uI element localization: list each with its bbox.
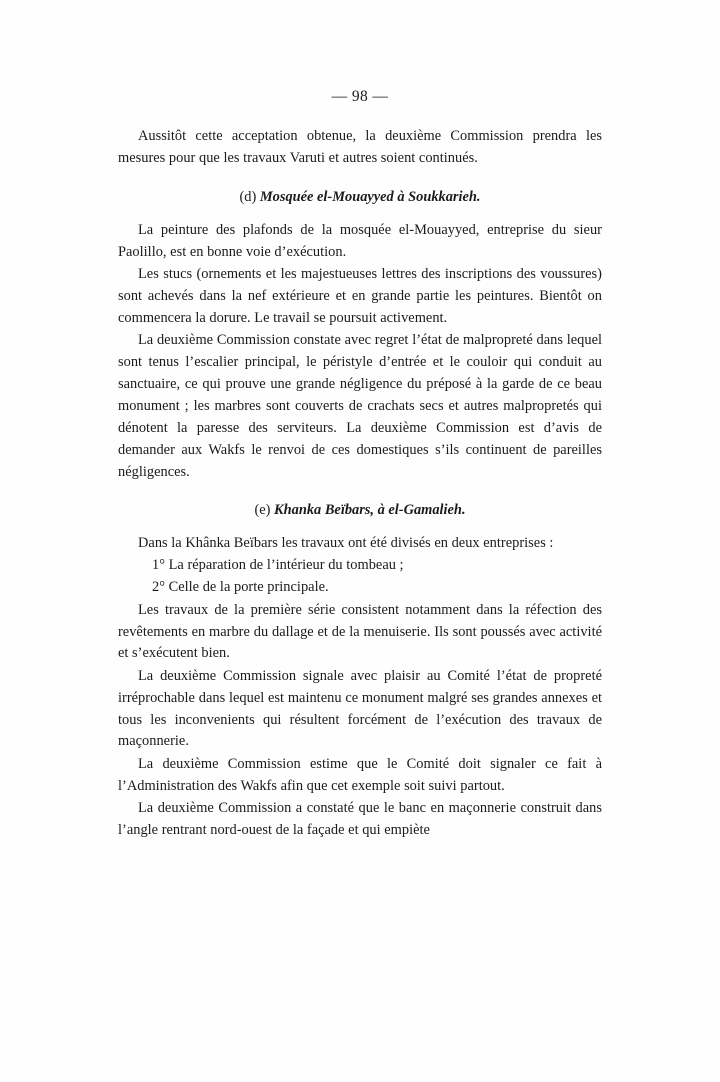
section-label-d: (d) <box>239 188 257 205</box>
section-heading-d <box>118 189 602 206</box>
section-title-e: Khanka Beïbars, à el-Gamalieh. <box>274 502 466 519</box>
section-d-paragraph-1: La peinture des plafonds de la mosquée el-Mouayyed, entreprise du sieur Paolillo, est en bonne voie d’exécution. <box>118 221 602 260</box>
section-e-paragraph-4: La deuxième Commission estime que le Comité doit signaler ce fait à l’Administration des Wakfs afin que cet exemple soit suivi partout. <box>118 755 602 794</box>
section-label-e: (e) <box>254 502 271 519</box>
section-e-paragraph-3: La deuxième Commission signale avec plaisir au Comité l’état de propreté irréprochable dans lequel est maintenu ce monument malgré ses grandes annexes et tous les inconvenients qui résultent forcément de l’exécution des travaux de maçonnerie. <box>118 667 602 750</box>
page-body <box>118 126 602 842</box>
section-d-paragraph-2: Les stucs (ornements et les majestueuses lettres des inscriptions des voussures) sont achevés dans la nef extérieure et en grande partie les peintures. Bientôt on commencera la dorure. Le travail se poursuit activement. <box>118 266 602 326</box>
section-e-paragraph-2: Les travaux de la première série consistent notamment dans la réfection des revêtements en marbre du dallage et de la menuiserie. Ils sont poussés avec activité et s’exécutent bien. <box>118 601 602 662</box>
section-heading-e <box>118 502 602 519</box>
section-e-paragraph-1: Dans la Khânka Beïbars les travaux ont été divisés en deux entreprises : <box>138 535 554 552</box>
section-title-d: Mosquée el-Mouayyed à Soukkarieh. <box>259 188 481 205</box>
section-e-paragraph-5: La deuxième Commission a constaté que le banc en maçonnerie construit dans l’angle rentrant nord-ouest de la façade et qui empiète <box>118 800 602 839</box>
paragraph-opening: Aussitôt cette acceptation obtenue, la deuxième Commission prendra les mesures pour que les travaux Varuti et autres soient continués. <box>118 128 602 166</box>
section-e-list-item-1: 1° La réparation de l’intérieur du tombeau ; <box>152 557 404 574</box>
section-e-list-item-2: 2° Celle de la porte principale. <box>152 579 329 596</box>
section-d-paragraph-3: La deuxième Commission constate avec regret l’état de malpropreté dans lequel sont tenus l’escalier principal, le péristyle d’entrée et le couloir qui conduit au sanctuaire, ce qui prouve une grande négligence du préposé à la garde de ce beau monument ; les marbres sont couverts de crachats secs et autres malpropretés qui dénotent la paresse des serviteurs. La deuxième Commission est d’avis de demander aux Wakfs le renvoi de ces domestiques s’ils continuent de pareilles négligences. <box>118 332 602 480</box>
page-number: — 98 — <box>331 88 389 105</box>
